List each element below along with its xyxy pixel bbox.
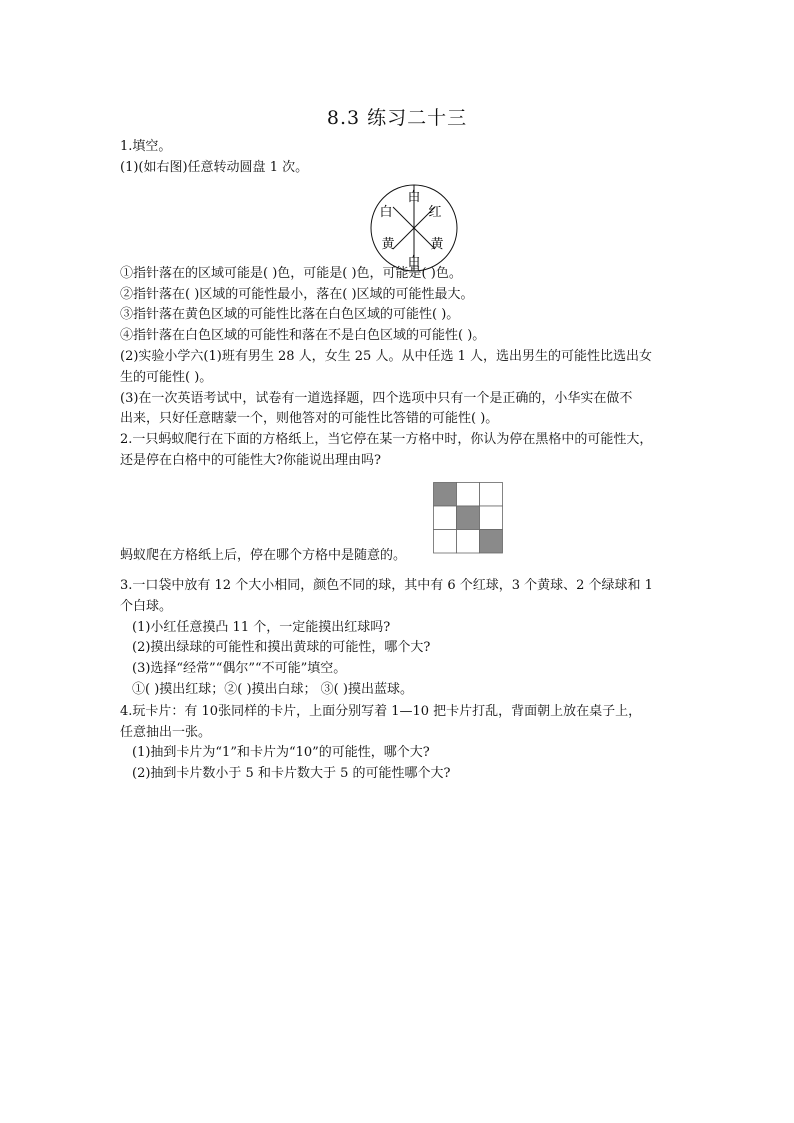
q1-part1-line4: ④指针落在白色区域的可能性和落在不是白色区域的可能性( )。	[120, 328, 486, 343]
q1-part3-line2: 出来，只好任意瞎蒙一个，则他答对的可能性比答错的可能性( )。	[120, 411, 499, 426]
q2-line3: 蚂蚁爬在方格纸上后，停在哪个方格中是随意的。	[120, 548, 407, 563]
grid-cell-shaded	[480, 530, 503, 554]
ant-grid-figure	[433, 482, 503, 554]
grid-cell-white	[480, 506, 503, 530]
spinner-sector-label: 白	[407, 255, 421, 270]
q4-line1: 4.玩卡片：有 10张同样的卡片，上面分别写着 1—10 把卡片打乱，背面朝上放在桌子上，	[120, 704, 642, 719]
q3-line1: 3.一口袋中放有 12 个大小相同，颜色不同的球，其中有 6 个红球，3 个黄球、2 个绿球和 1	[120, 578, 653, 593]
q1-part1-line3: ③指针落在黄色区域的可能性比落在白色区域的可能性( )。	[120, 307, 460, 322]
grid-cell-white	[434, 506, 457, 530]
grid-cell-white	[434, 530, 457, 554]
spinner-sector-label: 白	[407, 190, 421, 205]
grid-cell-white	[457, 530, 480, 554]
q3-line2: 个白球。	[120, 599, 173, 614]
q3-sub3: (3)选择“经常”“偶尔”“不可能”填空。	[132, 661, 347, 676]
q1-part2-line1: (2)实验小学六(1)班有男生 28 人，女生 25 人。从中任选 1 人，选出男生的可能性比选出女	[120, 349, 652, 364]
q1-heading: 1.填空。	[120, 139, 172, 154]
q3-sub2: (2)摸出绿球的可能性和摸出黄球的可能性，哪个大?	[132, 640, 431, 655]
spinner-sector-label: 黄	[430, 237, 444, 252]
page-title: 8.3 练习二十三	[326, 107, 468, 129]
q1-part1-line2: ②指针落在( )区域的可能性最小，落在( )区域的可能性最大。	[120, 287, 474, 302]
q3-sub1: (1)小红任意摸凸 11 个，一定能摸出红球吗?	[132, 620, 391, 635]
q4-sub2: (2)抽到卡片数小于 5 和卡片数大于 5 的可能性哪个大?	[132, 766, 451, 781]
spinner-sector-label: 红	[428, 205, 442, 220]
q1-part1-line1: ①指针落在的区域可能是( )色，可能是( )色，可能是( )色。	[120, 266, 462, 281]
q2-line1: 2.一只蚂蚁爬行在下面的方格纸上，当它停在某一方格中时，你认为停在黑格中的可能性大，	[120, 432, 653, 447]
q2-line2: 还是停在白格中的可能性大?你能说出理由吗?	[120, 453, 381, 468]
grid-cell-shaded	[434, 483, 457, 507]
spinner-sector-label: 白	[379, 205, 393, 220]
q1-part1-intro: (1)(如右图)任意转动圆盘 1 次。	[120, 160, 309, 175]
q1-part3-line1: (3)在一次英语考试中，试卷有一道选择题，四个选项中只有一个是正确的，小华实在做不	[120, 391, 633, 406]
q3-sub3-fill-blanks: ①( )摸出红球；②( )摸出白球； ③( )摸出蓝球。	[132, 682, 413, 697]
spinner-sector-label: 黄	[381, 237, 395, 252]
grid-cell-shaded	[457, 506, 480, 530]
grid-cell-white	[457, 483, 480, 507]
q1-part2-line2: 生的可能性( )。	[120, 370, 213, 385]
grid-cell-white	[480, 483, 503, 507]
q4-sub1: (1)抽到卡片为“1”和卡片为“10”的可能性，哪个大?	[132, 745, 430, 760]
q4-line2: 任意抽出一张。	[120, 725, 212, 740]
spinner-wheel-figure	[369, 183, 459, 273]
